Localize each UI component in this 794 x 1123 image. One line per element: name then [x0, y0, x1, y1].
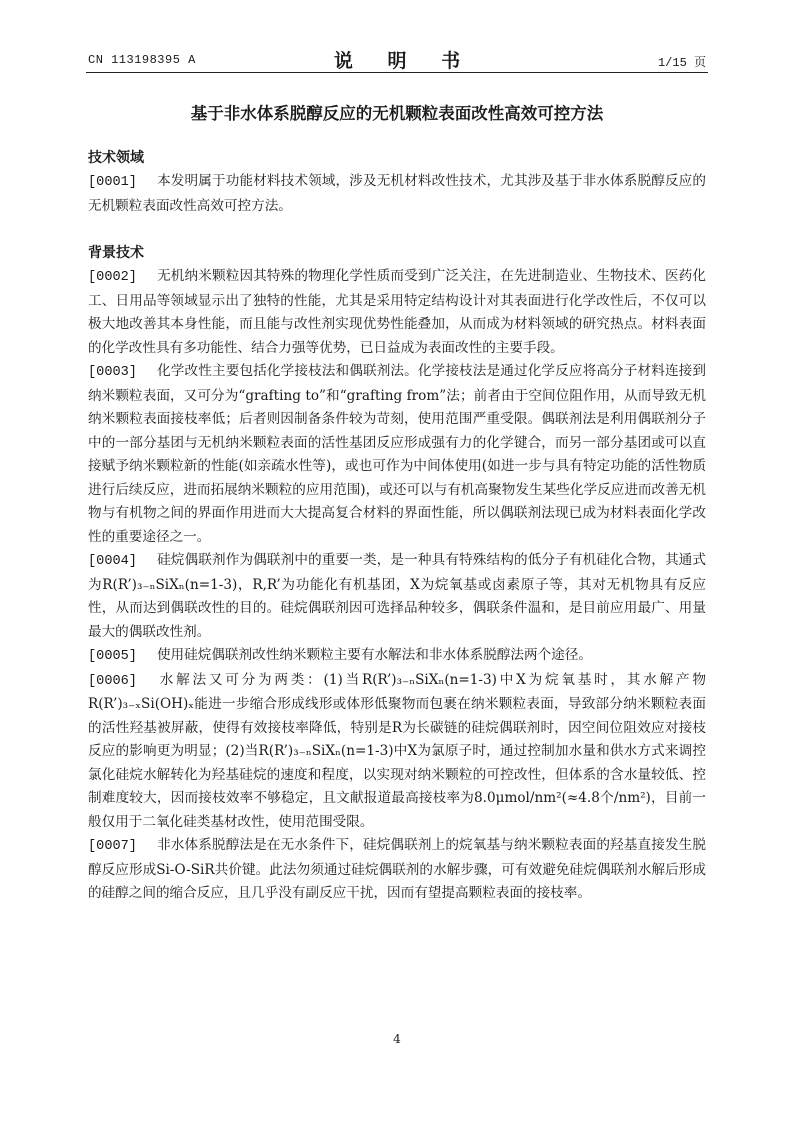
paragraph-number: [0002] [88, 270, 137, 285]
paragraph-text: 本发明属于功能材料技术领域，涉及无机材料改性技术，尤其涉及基于非水体系脱醇反应的无机颗粒表面改性高效可控方法。 [88, 173, 706, 214]
document-type-label: 说 明 书 [333, 50, 475, 72]
document-title: 基于非水体系脱醇反应的无机颗粒表面改性高效可控方法 [190, 104, 604, 123]
paragraph-number: [0005] [88, 649, 137, 664]
paragraph-0003 [88, 360, 706, 549]
paragraph-0007 [88, 834, 706, 906]
paragraph-text: 无机纳米颗粒因其特殊的物理化学性质而受到广泛关注，在先进制造业、生物技术、医药化工、日用品等领域显示出了独特的性能，尤其是采用特定结构设计对其表面进行化学改性后，不仅可以极大地改善其本身性能，而且能与改性剂实现优势性能叠加，从而成为材料领域的研究热点。材料表面的化学改性具有多功能性、结合力强等优势，已日益成为表面改性的主要手段。 [88, 268, 706, 356]
publication-number: CN 113198395 A [88, 53, 196, 67]
paragraph-text: 使用硅烷偶联剂改性纳米颗粒主要有水解法和非水体系脱醇法两个途径。 [156, 647, 592, 663]
section-heading: 背景技术 [88, 245, 144, 261]
paragraph-0002 [88, 265, 706, 360]
paragraph-0004 [88, 549, 706, 644]
page-number: 4 [393, 1032, 401, 1046]
header-divider [86, 72, 708, 73]
paragraph-0005 [88, 644, 706, 669]
page-label: 1/15 页 [657, 56, 706, 70]
document-body [88, 146, 706, 906]
section-background [88, 241, 706, 906]
section-technical-field [88, 146, 706, 218]
paragraph-0006 [88, 669, 706, 835]
paragraph-0001 [88, 170, 706, 218]
paragraph-number: [0007] [88, 839, 137, 854]
paragraph-text: 非水体系脱醇法是在无水条件下，硅烷偶联剂上的烷氧基与纳米颗粒表面的羟基直接发生脱醇反应形成Si-O-SiR共价键。此法勿须通过硅烷偶联剂的水解步骤，可有效避免硅烷偶联剂水解后形成的硅醇之间的缩合反应，且几乎没有副反应干扰，因而有望提高颗粒表面的接枝率。 [88, 837, 706, 901]
section-heading: 技术领域 [88, 150, 144, 166]
paragraph-text: 化学改性主要包括化学接枝法和偶联剂法。化学接枝法是通过化学反应将高分子材料连接到纳米颗粒表面，又可分为“grafting to”和“grafting from”法；前者由于空间位阻作用，从而导致无机纳米颗粒表面接枝率低；后者则因制备条件较为苛刻，使用范围严重受限。偶联剂法是利用偶联剂分子中的一部分基团与无机纳米颗粒表面的活性基团反应形成强有力的化学键合，而另一部分基团或可以直接赋予纳米颗粒新的性能(如亲疏水性等)，或也可作为中间体使用(如进一步与具有特定功能的活性物质进行后续反应，进而拓展纳米颗粒的应用范围)，或还可以与有机高聚物发生某些化学反应进而改善无机物与有机物之间的界面作用进而大大提高复合材料的界面性能，所以偶联剂法现已成为材料表面化学改性的重要途径之一。 [88, 363, 706, 545]
paragraph-number: [0006] [88, 673, 137, 689]
paragraph-number: [0003] [88, 365, 137, 380]
paragraph-text: 硅烷偶联剂作为偶联剂中的重要一类，是一种具有特殊结构的低分子有机硅化合物，其通式为R(R’)₃₋ₙSiXₙ(n=1-3)，R,R’为功能化有机基团，X为烷氧基或卤素原子等，其对无机物具有反应性，从而达到偶联改性的目的。硅烷偶联剂因可选择品种较多，偶联条件温和，是目前应用最广、用量最大的偶联改性剂。 [88, 552, 706, 640]
paragraph-text: 水解法又可分为两类：(1)当R(R’)₃₋ₙSiXₙ(n=1-3)中X为烷氧基时，其水解产物R(R’)₃₋ₓSi(OH)ₓ能进一步缩合形成线形或体形低聚物而包裹在纳米颗粒表面，导致部分纳米颗粒表面的活性羟基被屏蔽，使得有效接枝率降低，特别是R为长碳链的硅烷偶联剂时，因空间位阻效应对接枝反应的影响更为明显；(2)当R(R’)₃₋ₙSiXₙ(n=1-3)中X为氯原子时，通过控制加水量和供水方式来调控氯化硅烷水解转化为羟基硅烷的速度和程度，以实现对纳米颗粒的可控改性，但体系的含水量较低、控制难度较大，因而接枝效率不够稳定，且文献报道最高接枝率为8.0μmol/nm²(≈4.8个/nm²)，目前一般仅用于二氧化硅类基材改性，使用范围受限。 [88, 671, 706, 830]
paragraph-number: [0001] [88, 175, 137, 190]
paragraph-number: [0004] [88, 554, 137, 569]
